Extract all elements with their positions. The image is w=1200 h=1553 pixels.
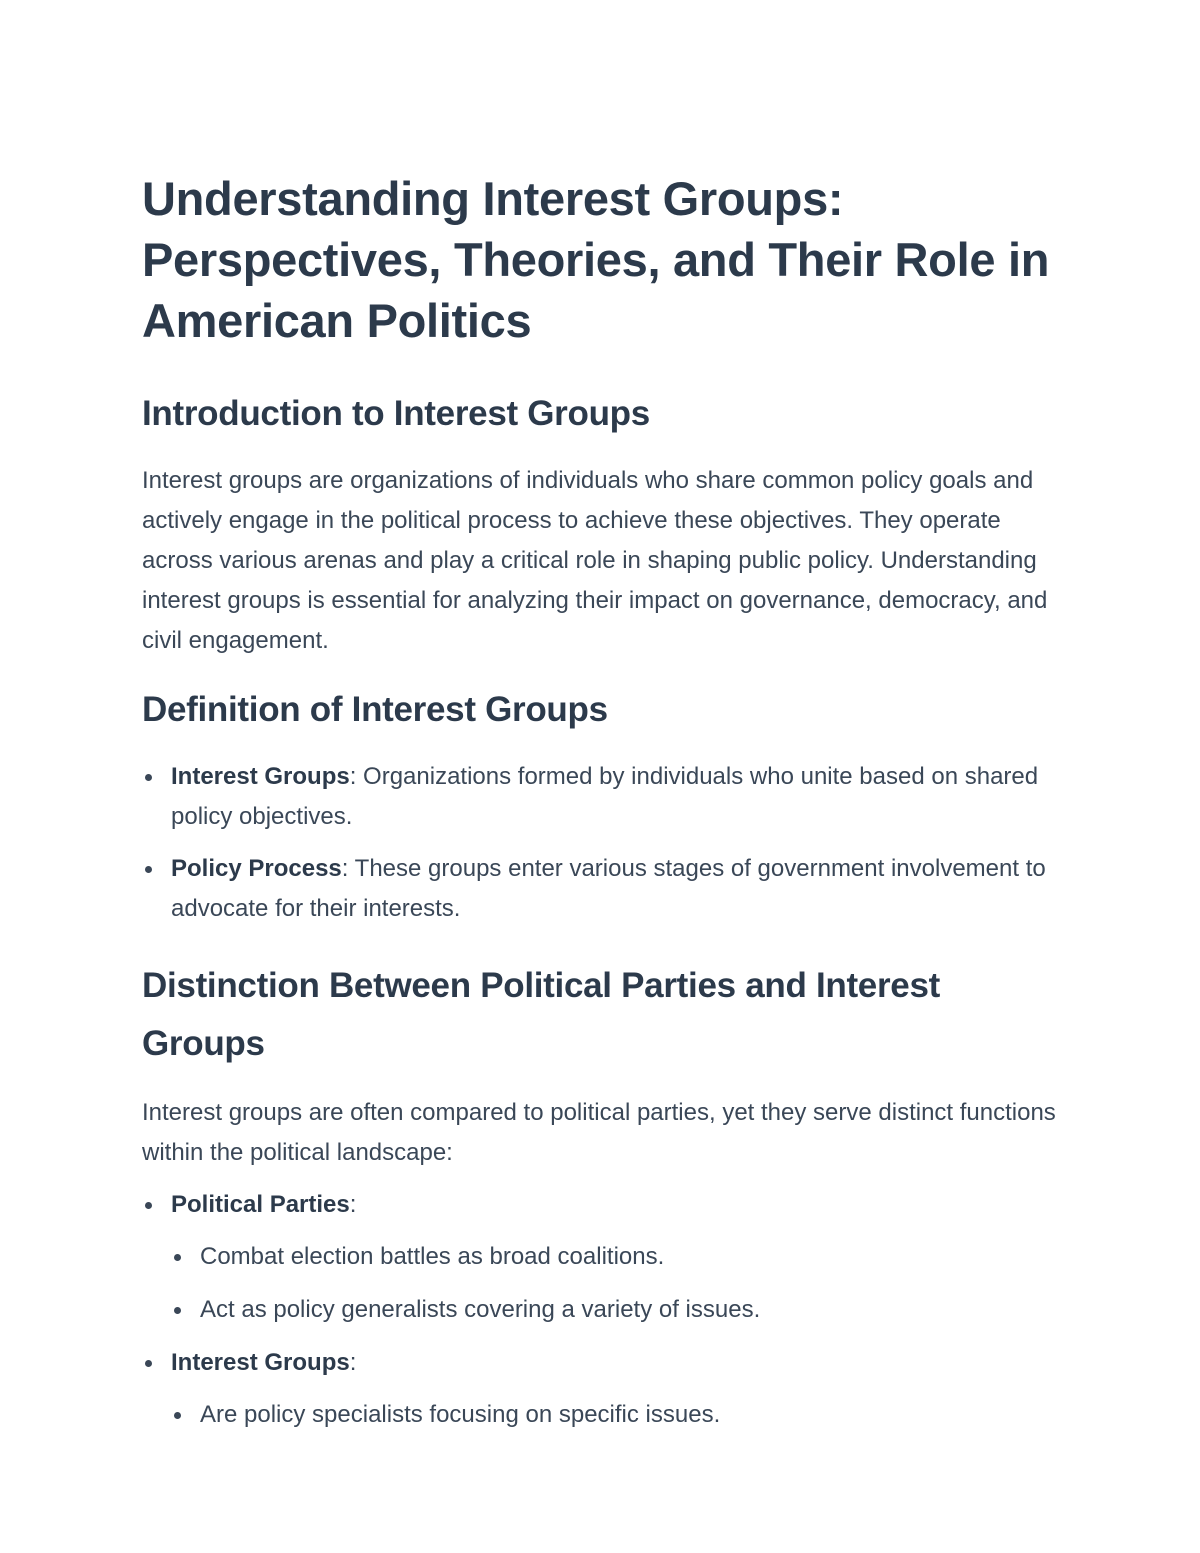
- list-item-suffix: :: [349, 1191, 357, 1218]
- interest-groups-sublist: [171, 1395, 1062, 1435]
- distinction-list: [142, 1185, 1062, 1435]
- section-heading-distinction: Distinction Between Political Parties and Interest Groups: [142, 966, 940, 1063]
- list-item: [142, 849, 1062, 929]
- list-item-text: : These groups enter various stages of government involvement to advocate for their interests.: [171, 855, 1046, 922]
- sublist-item: Combat election battles as broad coalitions.: [171, 1237, 1062, 1277]
- document-title: Understanding Interest Groups: Perspectives, Theories, and Their Role in American Politics: [142, 172, 1050, 347]
- list-item-text: : Organizations formed by individuals who unite based on shared policy objectives.: [171, 763, 1039, 830]
- list-item-term: Political Parties: [171, 1191, 350, 1218]
- definition-list: [142, 757, 1062, 929]
- distinction-paragraph: Interest groups are often compared to political parties, yet they serve distinct functions within the political landscape:: [142, 1099, 1056, 1166]
- list-item-term: Interest Groups: [171, 763, 350, 790]
- section-heading-definition: Definition of Interest Groups: [142, 690, 608, 729]
- document-page: [142, 168, 1062, 1448]
- list-item-suffix: :: [349, 1349, 357, 1376]
- sublist-item: Act as policy generalists covering a variety of issues.: [171, 1290, 1062, 1330]
- political-parties-sublist: [171, 1237, 1062, 1330]
- list-item-political-parties: [142, 1185, 1062, 1330]
- list-item-interest-groups: [142, 1343, 1062, 1435]
- section-heading-introduction: Introduction to Interest Groups: [142, 394, 650, 433]
- introduction-paragraph: Interest groups are organizations of individuals who share common policy goals and actively engage in the political process to achieve these objectives. They operate across various arenas and play a critical role in shaping public policy. Understanding interest groups is essential for analyzing their impact on governance, democracy, and civil engagement.: [142, 467, 1048, 654]
- list-item: [142, 757, 1062, 837]
- list-item-term: Policy Process: [171, 855, 342, 882]
- list-item-term: Interest Groups: [171, 1349, 350, 1376]
- sublist-item: Are policy specialists focusing on specific issues.: [171, 1395, 1062, 1435]
